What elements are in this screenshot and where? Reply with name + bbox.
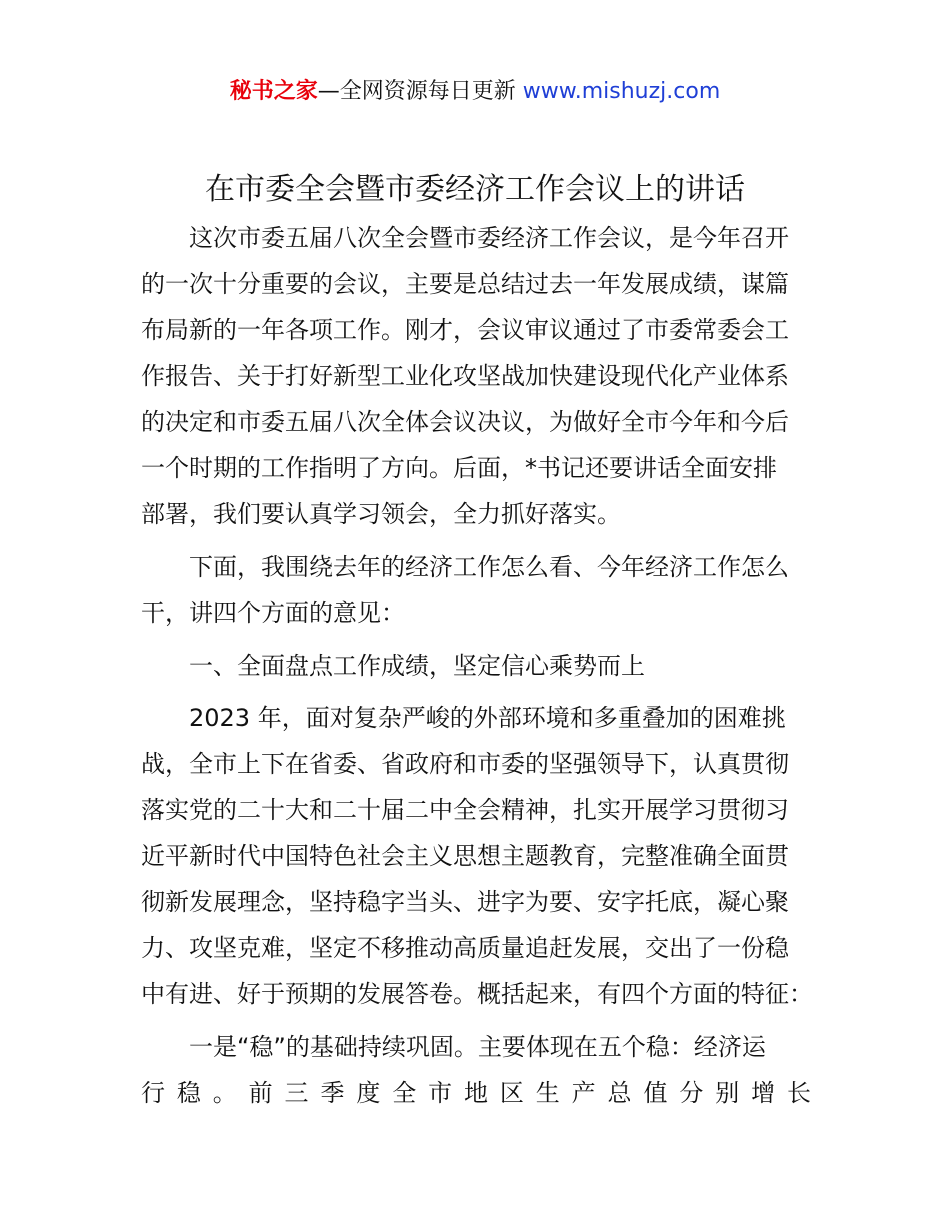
site-tagline: —全网资源每日更新	[317, 79, 516, 104]
paragraph-line: 中有进、好于预期的发展答卷。概括起来，有四个方面的特征：	[141, 980, 813, 1008]
paragraph-line: 部署，我们要认真学习领会，全力抓好落实。	[141, 500, 621, 528]
paragraph-line: 作报告、关于打好新型工业化攻坚战加快建设现代化产业体系	[141, 362, 789, 390]
paragraph-line: 干，讲四个方面的意见：	[141, 599, 405, 627]
paragraph-line: 行稳。前三季度全市地区生产总值分别增长	[141, 1079, 811, 1107]
section-heading: 一、全面盘点工作成绩，坚定信心乘势而上	[189, 652, 645, 680]
paragraph-line: 近平新时代中国特色社会主义思想主题教育，完整准确全面贯	[141, 842, 789, 870]
paragraph-line: 的决定和市委五届八次全体会议决议，为做好全市今年和今后	[141, 408, 789, 436]
paragraph-line: 一个时期的工作指明了方向。后面，*书记还要讲话全面安排	[141, 454, 777, 482]
paragraph-line: 战，全市上下在省委、省政府和市委的坚强领导下，认真贯彻	[141, 750, 789, 778]
paragraph-line: 这次市委五届八次全会暨市委经济工作会议，是今年召开	[189, 224, 789, 252]
site-brand: 秘书之家	[229, 79, 318, 104]
paragraph-line: 落实党的二十大和二十届二中全会精神，扎实开展学习贯彻习	[141, 796, 789, 824]
paragraph-line: 力、攻坚克难，坚定不移推动高质量追赶发展，交出了一份稳	[141, 934, 789, 962]
document-title: 在市委全会暨市委经济工作会议上的讲话	[205, 172, 745, 207]
paragraph-line: 下面，我围绕去年的经济工作怎么看、今年经济工作怎么	[189, 553, 789, 581]
paragraph-line: 布局新的一年各项工作。刚才，会议审议通过了市委常委会工	[141, 316, 789, 344]
paragraph-line: 彻新发展理念，坚持稳字当头、进字为要、安字托底，凝心聚	[141, 888, 789, 916]
site-header	[0, 76, 950, 108]
paragraph-line: 的一次十分重要的会议，主要是总结过去一年发展成绩，谋篇	[141, 270, 789, 298]
site-url-link[interactable]: www.mishuzj.com	[522, 79, 721, 104]
paragraph-line: 2023 年，面对复杂严峻的外部环境和多重叠加的困难挑	[189, 704, 786, 732]
paragraph-line: 一是“稳”的基础持续巩固。主要体现在五个稳：经济运	[189, 1033, 766, 1061]
